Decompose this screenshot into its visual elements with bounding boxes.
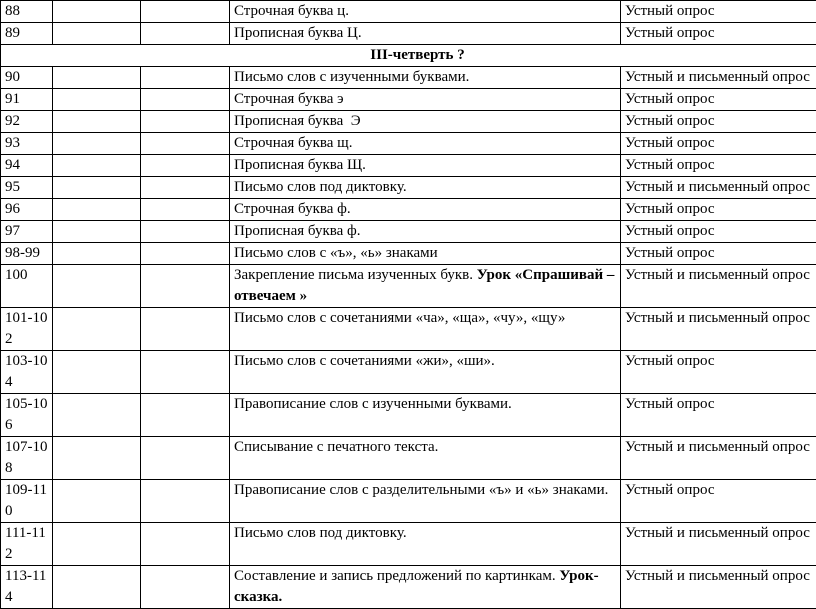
control-type: Устный и письменный опрос — [621, 67, 816, 89]
control-type: Устный опрос — [621, 133, 816, 155]
lesson-number: 97 — [1, 221, 53, 243]
lesson-topic: Строчная буква ф. — [230, 199, 621, 221]
table-row — [1, 133, 816, 155]
empty-cell — [53, 437, 141, 480]
table-row — [1, 265, 816, 308]
table-row — [1, 111, 816, 133]
lesson-number: 90 — [1, 67, 53, 89]
lesson-topic: Строчная буква щ. — [230, 133, 621, 155]
lesson-topic: Письмо слов под диктовку. — [230, 177, 621, 199]
empty-cell — [141, 133, 230, 155]
lesson-number: 105-106 — [1, 394, 53, 437]
empty-cell — [141, 155, 230, 177]
section-title: III-четверть ? — [1, 45, 816, 67]
control-type: Устный опрос — [621, 243, 816, 265]
control-type: Устный опрос — [621, 199, 816, 221]
empty-cell — [141, 480, 230, 523]
lesson-topic: Прописная буква Ц. — [230, 23, 621, 45]
empty-cell — [141, 67, 230, 89]
lesson-format: Урок-сказка. — [234, 568, 599, 605]
empty-cell — [141, 566, 230, 609]
empty-cell — [53, 89, 141, 111]
table-row — [1, 89, 816, 111]
lesson-topic: Письмо слов с изученными буквами. — [230, 67, 621, 89]
lesson-topic: Строчная буква ц. — [230, 1, 621, 23]
control-type: Устный опрос — [621, 23, 816, 45]
lesson-number: 93 — [1, 133, 53, 155]
lesson-number: 92 — [1, 111, 53, 133]
empty-cell — [53, 177, 141, 199]
table-row — [1, 437, 816, 480]
table-row — [1, 351, 816, 394]
control-type: Устный опрос — [621, 111, 816, 133]
lesson-format: Урок «Спрашивай – отвечаем » — [234, 267, 614, 304]
control-type: Устный и письменный опрос — [621, 308, 816, 351]
lesson-number: 94 — [1, 155, 53, 177]
lesson-topic — [230, 566, 621, 609]
table-row — [1, 566, 816, 609]
empty-cell — [53, 265, 141, 308]
table-row — [1, 523, 816, 566]
empty-cell — [141, 265, 230, 308]
lesson-number: 113-114 — [1, 566, 53, 609]
empty-cell — [141, 1, 230, 23]
lesson-topic: Прописная буква Э — [230, 111, 621, 133]
empty-cell — [141, 351, 230, 394]
table-row — [1, 1, 816, 23]
empty-cell — [53, 111, 141, 133]
lesson-number: 96 — [1, 199, 53, 221]
lesson-topic: Письмо слов под диктовку. — [230, 523, 621, 566]
lesson-topic: Письмо слов с «ъ», «ь» знаками — [230, 243, 621, 265]
empty-cell — [53, 394, 141, 437]
lesson-number: 101-102 — [1, 308, 53, 351]
control-type: Устный опрос — [621, 351, 816, 394]
empty-cell — [53, 221, 141, 243]
lesson-topic — [230, 265, 621, 308]
table-row — [1, 177, 816, 199]
control-type: Устный опрос — [621, 480, 816, 523]
empty-cell — [53, 155, 141, 177]
empty-cell — [53, 566, 141, 609]
control-type: Устный и письменный опрос — [621, 523, 816, 566]
control-type: Устный опрос — [621, 155, 816, 177]
control-type: Устный и письменный опрос — [621, 566, 816, 609]
lesson-number: 111-112 — [1, 523, 53, 566]
empty-cell — [141, 23, 230, 45]
table-row — [1, 221, 816, 243]
empty-cell — [141, 243, 230, 265]
topic-text: Составление и запись предложений по картинкам. — [234, 568, 559, 584]
lesson-number: 88 — [1, 1, 53, 23]
empty-cell — [141, 199, 230, 221]
empty-cell — [53, 523, 141, 566]
lesson-topic: Письмо слов с сочетаниями «ча», «ща», «чу», «щу» — [230, 308, 621, 351]
lesson-number: 89 — [1, 23, 53, 45]
table-row — [1, 67, 816, 89]
lesson-number: 109-110 — [1, 480, 53, 523]
topic-text: Закрепление письма изученных букв. — [234, 267, 477, 283]
empty-cell — [141, 437, 230, 480]
empty-cell — [141, 177, 230, 199]
control-type: Устный опрос — [621, 1, 816, 23]
lesson-number: 95 — [1, 177, 53, 199]
empty-cell — [53, 199, 141, 221]
empty-cell — [141, 394, 230, 437]
empty-cell — [141, 111, 230, 133]
table-row — [1, 243, 816, 265]
table-row — [1, 199, 816, 221]
table-row — [1, 480, 816, 523]
empty-cell — [53, 243, 141, 265]
control-type: Устный опрос — [621, 89, 816, 111]
table-row — [1, 308, 816, 351]
lesson-topic: Правописание слов с изученными буквами. — [230, 394, 621, 437]
lesson-topic: Строчная буква э — [230, 89, 621, 111]
lesson-number: 100 — [1, 265, 53, 308]
lesson-number: 91 — [1, 89, 53, 111]
empty-cell — [53, 351, 141, 394]
lesson-number: 107-108 — [1, 437, 53, 480]
lesson-number: 98-99 — [1, 243, 53, 265]
empty-cell — [141, 308, 230, 351]
control-type: Устный и письменный опрос — [621, 437, 816, 480]
control-type: Устный опрос — [621, 221, 816, 243]
control-type: Устный опрос — [621, 394, 816, 437]
empty-cell — [53, 23, 141, 45]
empty-cell — [53, 1, 141, 23]
table-row — [1, 23, 816, 45]
empty-cell — [53, 133, 141, 155]
lesson-topic: Прописная буква Щ. — [230, 155, 621, 177]
control-type: Устный и письменный опрос — [621, 177, 816, 199]
empty-cell — [141, 221, 230, 243]
empty-cell — [53, 67, 141, 89]
section-row — [1, 45, 816, 67]
table-row — [1, 394, 816, 437]
lesson-topic: Письмо слов с сочетаниями «жи», «ши». — [230, 351, 621, 394]
lesson-topic: Прописная буква ф. — [230, 221, 621, 243]
empty-cell — [141, 89, 230, 111]
control-type: Устный и письменный опрос — [621, 265, 816, 308]
lesson-number: 103-104 — [1, 351, 53, 394]
lesson-topic: Правописание слов с разделительными «ъ» и «ь» знаками. — [230, 480, 621, 523]
table-row — [1, 155, 816, 177]
empty-cell — [53, 308, 141, 351]
empty-cell — [141, 523, 230, 566]
lesson-topic: Списывание с печатного текста. — [230, 437, 621, 480]
empty-cell — [53, 480, 141, 523]
